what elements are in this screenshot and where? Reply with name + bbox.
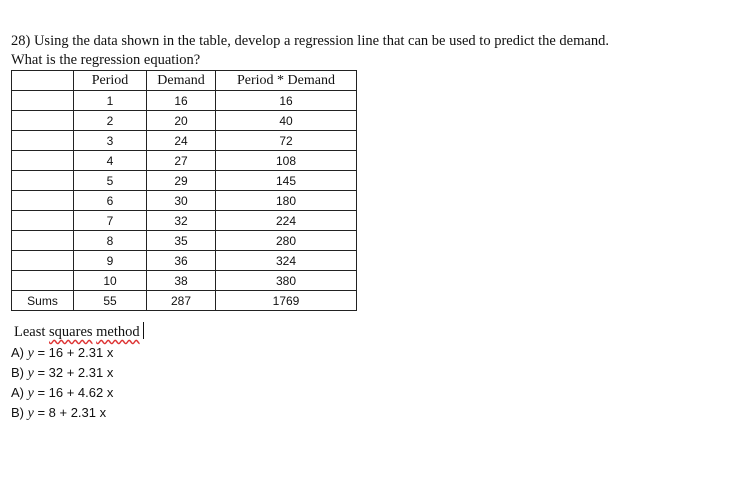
table-row: [12, 271, 357, 291]
table-row: [12, 211, 357, 231]
product-cell: 40: [216, 111, 357, 131]
table-row: [12, 151, 357, 171]
period-cell: 9: [74, 251, 147, 271]
product-cell: 224: [216, 211, 357, 231]
period-cell: 5: [74, 171, 147, 191]
option-letter: B): [11, 365, 24, 380]
demand-cell: 35: [147, 231, 216, 251]
option-variable: y: [27, 346, 34, 361]
row-label-cell: [12, 171, 74, 191]
answer-option-2[interactable]: [11, 365, 113, 382]
option-equation: = 8 + 2.31 x: [33, 405, 107, 420]
table-row: [12, 91, 357, 111]
demand-cell: 30: [147, 191, 216, 211]
option-variable: y: [27, 386, 34, 401]
row-label-cell: [12, 151, 74, 171]
table-row: [12, 251, 357, 271]
product-cell: 180: [216, 191, 357, 211]
table-row: [12, 111, 357, 131]
demand-sum-cell: 287: [147, 291, 216, 311]
option-equation: = 16 + 2.31 x: [33, 345, 114, 360]
demand-cell: 16: [147, 91, 216, 111]
question-text-line-2: What is the regression equation?: [11, 52, 201, 68]
period-cell: 2: [74, 111, 147, 131]
product-cell: 108: [216, 151, 357, 171]
option-variable: y: [27, 366, 34, 381]
option-letter: B): [11, 405, 24, 420]
period-cell: 4: [74, 151, 147, 171]
period-sum-cell: 55: [74, 291, 147, 311]
period-cell: 10: [74, 271, 147, 291]
row-label-cell: [12, 111, 74, 131]
question-text-line-1: 28) Using the data shown in the table, develop a regression line that can be used to predict the demand.: [11, 33, 609, 49]
answer-option-4[interactable]: [11, 405, 106, 422]
table-row: [12, 171, 357, 191]
option-equation: = 32 + 2.31 x: [33, 365, 114, 380]
header-cell-demand: Demand: [147, 71, 216, 91]
row-label-cell: [12, 251, 74, 271]
method-word-squares: squares: [49, 324, 93, 340]
data-table: [11, 70, 357, 311]
product-cell: 280: [216, 231, 357, 251]
demand-cell: 32: [147, 211, 216, 231]
period-cell: 3: [74, 131, 147, 151]
method-word-least: Least: [14, 324, 50, 340]
header-cell-period-demand: Period * Demand: [216, 71, 357, 91]
demand-cell: 24: [147, 131, 216, 151]
demand-cell: 27: [147, 151, 216, 171]
demand-cell: 29: [147, 171, 216, 191]
option-variable: y: [27, 406, 34, 421]
period-cell: 8: [74, 231, 147, 251]
option-letter: A): [11, 385, 24, 400]
option-equation: = 16 + 4.62 x: [33, 385, 114, 400]
method-note[interactable]: [14, 322, 144, 341]
table-row: [12, 131, 357, 151]
header-cell-blank: [12, 71, 74, 91]
table-header-row: [12, 71, 357, 91]
option-letter: A): [11, 345, 24, 360]
product-cell: 16: [216, 91, 357, 111]
table-row: [12, 231, 357, 251]
row-label-cell: [12, 211, 74, 231]
answer-option-1[interactable]: [11, 345, 113, 362]
row-label-cell: [12, 91, 74, 111]
product-sum-cell: 1769: [216, 291, 357, 311]
row-label-cell: [12, 191, 74, 211]
text-cursor: [143, 322, 144, 339]
row-label-cell: [12, 131, 74, 151]
sums-label-cell: Sums: [12, 291, 74, 311]
header-cell-period: Period: [74, 71, 147, 91]
demand-cell: 38: [147, 271, 216, 291]
product-cell: 72: [216, 131, 357, 151]
method-word-method: method: [96, 324, 140, 340]
table-row: [12, 191, 357, 211]
product-cell: 145: [216, 171, 357, 191]
row-label-cell: [12, 231, 74, 251]
period-cell: 6: [74, 191, 147, 211]
row-label-cell: [12, 271, 74, 291]
period-cell: 7: [74, 211, 147, 231]
sums-row: [12, 291, 357, 311]
demand-cell: 36: [147, 251, 216, 271]
demand-cell: 20: [147, 111, 216, 131]
answer-option-3[interactable]: [11, 385, 113, 402]
product-cell: 324: [216, 251, 357, 271]
period-cell: 1: [74, 91, 147, 111]
product-cell: 380: [216, 271, 357, 291]
